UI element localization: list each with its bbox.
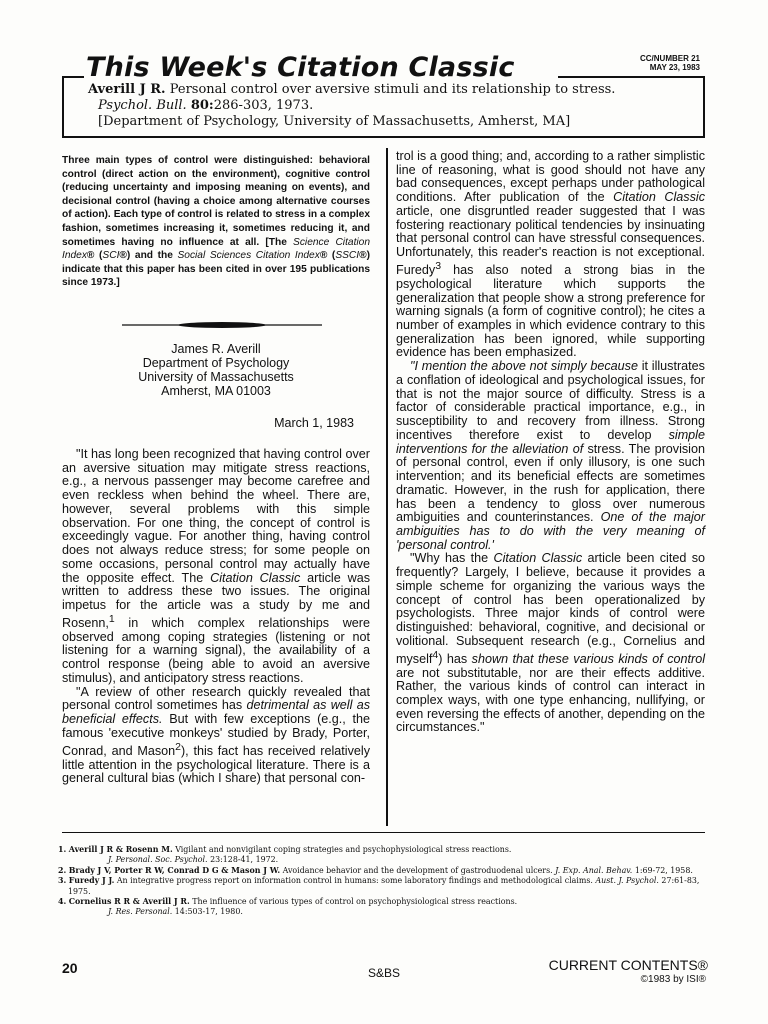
text: ) has (438, 651, 472, 666)
italic-text: Citation Classic (493, 551, 583, 566)
footnote-ref: 2 (175, 740, 181, 753)
paragraph (62, 448, 370, 686)
section-label: S&BS (368, 966, 401, 980)
reference-title: Avoidance behavior and the development of gastroduodenal ulcers. (280, 865, 553, 875)
reference-number: 1. (58, 845, 67, 854)
text: has also noted a strong bias in the psychological literature which supports the generalization that people show a strong preference for warning signals (a form of cognitive control); he cites a number of examples in which evidence contrary to this generalization has been ignored, while supporting evidence has been emphasized. (396, 263, 705, 360)
reference-item (58, 897, 718, 918)
reference-details: 23:128-41, 1972. (207, 855, 279, 865)
author-name: James R. Averill (171, 342, 261, 356)
citation-box (62, 78, 705, 138)
reference-number: 2. (58, 865, 67, 875)
citation-line-1 (88, 82, 703, 98)
reference-details: 14:503-17, 1980. (172, 907, 243, 917)
issue-number: CC/NUMBER 21 (639, 54, 700, 63)
citation-article-title: Personal control over aversive stimuli and its relationship to stress. (169, 82, 616, 97)
italic-text: One of the major ambiguities has to do with the very meaning of 'personal control.' (396, 510, 705, 552)
reference-authors: Averill J R & Rosenn M. (68, 845, 173, 854)
italic-text: Citation Classic (613, 190, 705, 205)
text: ), this fact has received relatively little attention in the psychological literature. There is a general cultural bias (which I share) that personal con- (62, 743, 370, 786)
reference-journal: J. Personal. Soc. Psychol. (108, 855, 208, 865)
text: stress. The provision of personal control, even if only illusory, is one such intervention; and its beneficial effects are sometimes dramatic. However, in the rush for application, there has been a tendency to gloss over numerous ambiguities and counterinstances. (396, 441, 705, 525)
reference-title: An integrative progress report on information control in humans: some laboratory findings and methodological claims. (114, 876, 593, 886)
reference-title: Vigilant and nonvigilant coping strategies and psychophysiological stress reactions. (172, 845, 512, 854)
author-university: University of Massachusetts (138, 370, 294, 384)
references-rule (62, 832, 705, 833)
issue-date: MAY 23, 1983 (649, 63, 700, 72)
reference-number: 3. (58, 876, 67, 886)
text: in which complex relationships were observed among coping strategies (listening or not listening for a warning signal), the availability of a control response (being able to avoid an aversive stimulus), and anticipatory stress reactions. (62, 616, 370, 685)
reference-authors: Cornelius R R & Averill J R. (68, 897, 190, 907)
text: article was written to address these two issues. The original impetus for the article was a study by me and Rosenn, (62, 570, 370, 630)
reference-item (58, 866, 718, 876)
commentary-right-column (396, 150, 705, 735)
citation-affiliation: [Department of Psychology, University of Massachusetts, Amherst, MA] (98, 114, 571, 129)
text: "A review of other research quickly revealed that personal control sometimes has (62, 684, 370, 713)
reference-details: 27:61-83, 1975. (68, 876, 700, 896)
italic-text: simple interventions for the alleviation of (396, 427, 705, 456)
italic-text: "I mention the above not simply because (410, 359, 638, 374)
reference-item (58, 876, 718, 897)
paragraph (396, 360, 705, 552)
column-divider (386, 148, 388, 826)
references-list (58, 845, 718, 918)
abstract-text: Three main types of control were distinguished: behavioral control (direct action on the environment), cognitive control (reducing uncertainty and imposing meaning on events), and decisional control (having a choice among alternative courses of action). Each type of control is related to stress in a complex fashion, sometimes increasing it, sometimes reducing it, and sometimes having no influence at all. [The (62, 155, 370, 248)
footnote-ref: 1 (108, 612, 115, 625)
abstract-text-5: ®) indicate that this paper has been cited in over 195 publications since 1973.] (62, 250, 370, 289)
text: "Why has the (410, 551, 494, 566)
abstract-text-4: ® ( (319, 250, 336, 262)
citation-volume: 80: (190, 98, 214, 113)
abstract-text-3: ®) and the (119, 250, 178, 262)
page-number: 20 (62, 960, 78, 976)
text: it illustrates a conflation of ideological and psychological issues, for that is not the major source of difficulty. Stress is a factor of considerable practical importance, e.g., in susceptibility to and recovery from illness. Strong incentives therefore exist to develop (396, 359, 705, 442)
footnote-ref: 3 (435, 259, 442, 272)
reference-details: 1:69-72, 1958. (632, 865, 693, 875)
paragraph (396, 552, 705, 735)
citation-line-2 (88, 98, 703, 114)
paragraph (396, 150, 705, 360)
reference-authors: Brady J V, Porter R W, Conrad D G & Mason J W. (68, 865, 281, 875)
author-address (62, 342, 370, 398)
author-city: Amherst, MA 01003 (161, 384, 271, 398)
abstract-ssci-abbr: SSCI (335, 250, 360, 262)
reference-item (58, 845, 718, 866)
footnote-ref: 4 (432, 648, 439, 661)
text: are not substitutable, nor are their effects additive. Rather, the various kinds of control can interact in complex ways, with one type enhancing, nullifying, or even reversing the effects of another, depending on the circumstances." (396, 665, 705, 735)
commentary-left-column (62, 448, 370, 786)
page-title: This Week's Citation Classic (86, 52, 515, 83)
abstract-ssci-name: Social Sciences Citation Index (177, 250, 320, 262)
reference-journal: Aust. J. Psychol. (595, 876, 659, 886)
reference-journal: J. Res. Personal. (108, 907, 173, 917)
reference-title: The influence of various types of control on psychophysiological stress reactions. (189, 897, 518, 907)
reference-authors: Furedy J J. (68, 876, 115, 886)
abstract-sci-abbr: SCI (102, 250, 120, 262)
reference-journal: J. Exp. Anal. Behav. (555, 865, 633, 875)
citation-journal: Psychol. Bull. (98, 98, 187, 113)
citation-pages-year: 286-303, 1973. (213, 98, 314, 113)
italic-text: shown that these various kinds of control (471, 651, 705, 666)
abstract (62, 154, 370, 290)
italic-text: detrimental as well as beneficial effects. (62, 698, 370, 727)
paragraph (62, 686, 370, 786)
abstract-sci-name: Science Citation Index (62, 236, 370, 262)
copyright-notice: ©1983 by ISI® (640, 974, 706, 985)
publication-name: CURRENT CONTENTS® (548, 957, 708, 973)
citation-author: Averill J R. (88, 82, 166, 97)
text: article been cited so frequently? Largely, I believe, because it provides a simple scheme for organizing the various ways the concept of control has been operationalized by psychologists. Three major kinds of control were distinguished: behavioral, cognitive, and decisional or volitional. Subsequent research (e.g., Cornelius and myself (396, 551, 705, 666)
reference-number: 4. (58, 897, 67, 907)
italic-text: Citation Classic (210, 570, 301, 585)
ornament-divider (122, 319, 322, 331)
text: article, one disgruntled reader suggested that I was fostering reactionary political tendencies by insinuating that personal control can have stressful consequences. Unfortunately, this reader's reaction is not exceptional. Furedy (396, 203, 705, 278)
issue-info (600, 54, 700, 72)
abstract-text-2: ® ( (86, 250, 103, 262)
text: But with few exceptions (e.g., the famous 'executive monkeys' studied by Brady, Porter, Conrad, and Mason (62, 712, 370, 758)
text: "It has long been recognized that having control over an aversive situation may mitigate stress reactions, e.g., a nervous passenger may become carefree and even reckless when behind the wheel. There are, however, several problems with this simple observation. For one thing, the concept of control is exceedingly vague. For another thing, having control does not always reduce stress; for some people on some occasions, personal control may actually have the opposite effect. The (62, 447, 370, 585)
text: trol is a good thing; and, according to a rather simplistic line of reasoning, what is good should not have any bad consequences, except perhaps under pathological conditions. After publication of the (396, 149, 705, 205)
commentary-date: March 1, 1983 (274, 416, 354, 430)
author-department: Department of Psychology (142, 356, 290, 370)
